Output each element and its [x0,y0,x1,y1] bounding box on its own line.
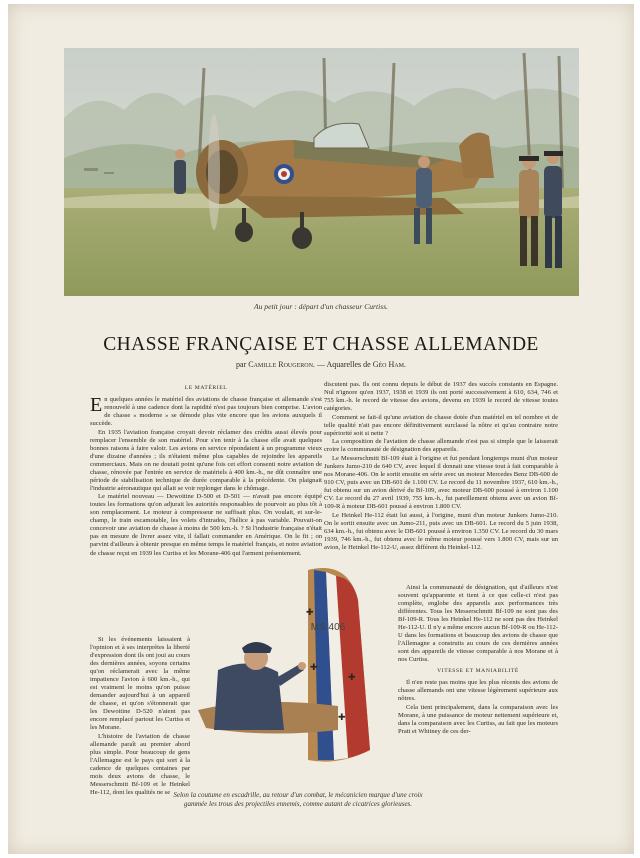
paragraph: L'histoire de l'aviation de chasse allemande paraît au premier abord plus simple. Pour beaucoup de gens l'Allemagne est le pays qui sort à la cadence de quelques centaines par mois deux avions de chasse, le Messerschmitt Bf-109 et le Heinkel He-112, dont les qualités ne se [90,732,190,796]
paragraph: Le matériel nouveau — Dewoitine D-500 et D-501 — n'avait pas encore équipé toutes les formations qu'on adjurait les autorités responsables de pourvoir au plus tôt à son remplacement. Le moteur à compresseur ne suffisait plus. On voulait, et sur-le-champ, le train escamotable, les volets d'intrados, l'hélice à pas variable. Pouvait-on concevoir une aviation de chasse à moins de 500 km.-h. ? Si l'industrie française n'était pas en mesure de livrer assez vite, il fallait commander en Amérique. On le fit ; on parvint d'ailleurs à obtenir presque en même temps le matériel français, et notre aviation de chasse reçut en 1939 les Curtiss et les Morane-406 qui l'arment présentement. [90,493,322,557]
byline [8,360,634,369]
illustration-mechanic-tail [188,560,402,774]
magazine-page [8,4,634,854]
byline-artist: Géo Ham. [372,360,406,369]
svg-text:✚: ✚ [348,673,356,683]
byline-prefix: par [236,360,247,369]
byline-sep: — Aquarelles de [316,360,371,369]
svg-text:✚: ✚ [310,663,318,673]
tail-marking: MS 406 [310,622,346,633]
section-heading-materiel: LE MATÉRIEL [184,385,228,391]
paragraph: Cela tient principalement, dans la comparaison avec les Morane, à une puissance de moteur nettement supérieure et, dans la comparaison avec les Curtiss, au fait que les moteurs Pratt et Whitney de ces der- [398,703,558,735]
right-column-lower [398,584,558,784]
section-heading-vitesse: VITESSE ET MANIABILITÉ [437,668,519,675]
paragraph: discutent pas. Ils ont connu depuis le début de 1937 des succès constants en Espagne. Nul n'ignore qu'en 1937, 1938 et 1939 ils ont porté successivement à 610, 634, 746 et 755 km.-h. le record de vitesse des avions, devenu en 1939 le record de vitesse toutes catégories. [324,381,558,413]
svg-text:✚: ✚ [306,608,314,618]
paragraph: Le Heinkel He-112 était lui aussi, à l'origine, muni d'un moteur Junkers Jumo-210. On le sortit ensuite avec un Jumo-211, puis avec un DB-601. Le record du 5 juin 1938, 634 km.-h., fut obtenu avec le DB-601 poussé à environ 1.350 CV. Le record du 30 mars 1939, 746 km.-h., fut obtenu avec le même moteur poussé vers 1.800 CV, mais sur un avion, le Heinkel He-112-U, assez différent du Heinkel-112. [324,511,558,551]
caption-bottom: Selon la coutume en escadrille, au retour d'un combat, le mécanicien marque d'une croix gammée les trous des projectiles ennemis, comme autant de cicatrices glorieuses. [173,791,423,808]
paragraph: Comment se fait-il qu'une aviation de chasse dotée d'un matériel en tel nombre et de telle qualité n'ait pas encore définitivement surclassé la nôtre et qu'au contraire notre supériorité soit si nette ? [324,413,558,437]
paragraph: Ainsi la communauté de désignation, qui d'ailleurs n'est souvent qu'apparente et tient à ce que celle-ci n'est pas complète, englobe des appareils aux performances très différentes. Tous les Messerschmitt Bf-109 ne sont pas des Bf-109-R. Tous les Heinkel He-112 ne sont pas des Heinkel He-112-U. Il n'y a même encore aucun Bf-109-R ou He-112-U dans les formations et beaucoup des avions de chasse que l'Allemagne a construits au cours de ces dernières années sont des appareils de vitesse comparable à nos Morane et à nos Curtiss. [398,584,558,664]
left-column-lower [90,636,190,796]
byline-author: Camille Rougeron. [248,360,315,369]
caption-top: Au petit jour : départ d'un chasseur Curtiss. [253,302,389,311]
svg-text:✚: ✚ [338,713,346,723]
paragraph: La composition de l'aviation de chasse allemande n'est pas si simple que le laisserait croire la communauté de désignation des appareils. [324,438,558,454]
article-title: CHASSE FRANÇAISE ET CHASSE ALLEMANDE [103,334,539,355]
paragraph: Si les événements laissaient à l'opinion et à ses interprètes la liberté d'expression dont ils ont joui au cours des dernières années, soyons certains qu'on réclamerait avec la même impatience l'avion à 600 km.-h., qui est vraiment le moins qu'on puisse demander aujourd'hui à un appareil de chasse, et qu'on s'étonnerait que les Dewoitine D-520 n'aient pas encore remplacé partout les Curtiss et les Morane. [90,636,190,732]
paragraph: Le Messerschmitt Bf-109 était à l'origine et fut pendant longtemps muni d'un moteur Junkers Jumo-210 de 640 CV, avec lequel il donnait une vitesse tout à fait comparable à nos Morane-406. On le sortit ensuite en série avec un moteur Mercedes Benz DB-600 de 910 CV, puis avec un DB-601 de 1.100 CV. Le record du 11 novembre 1937, 610 km.-h., fut obtenu sur un avion dérivé du Bf-109, avec moteur DB-600 poussé à environ 1.100 CV. Le record du 27 avril 1939, 755 km.-h., fut pareillement obtenu avec un avion Bf-109-R à moteur DB-601 poussé à environ 1.800 CV. [324,454,558,511]
right-column [324,381,558,584]
paragraph: Il n'en reste pas moins que les plus récents des avions de chasse allemands ont une vitesse légèrement supérieure aux nôtres. [398,679,558,703]
drop-cap: E [90,394,103,417]
paragraph: En quelques années le matériel des aviations de chasse française et allemande s'est renouvelé à une cadence dont la rapidité n'est pas toujours bien comprise. L'avion de chasse « moderne » se démode plus vite encore que les avions auxquels il succède. [90,394,322,428]
illustration-curtiss-takeoff [64,48,579,296]
paragraph: En 1935 l'aviation française croyait devoir réclamer des crédits aussi élevés pour remplacer l'ensemble de son matériel. Pour s'en tenir à la chasse elle avait quelques bonnes raisons à faire valoir. Les avions en service répondaient à un programme vieux d'une dizaine d'années ; ils n'étaient même plus capables de rejoindre les appareils commerciaux. Mais on ne doutait point qu'une fois cet effort consenti notre aviation de chasse, rénovée par l'entrée en service de matériels à 400 km.-h., ne dût connaître une période de stabilisation technique de durée comparable à la précédente. On plaignait l'industrie aéronautique qui allait se voir replonger dans le chômage. [90,428,322,492]
